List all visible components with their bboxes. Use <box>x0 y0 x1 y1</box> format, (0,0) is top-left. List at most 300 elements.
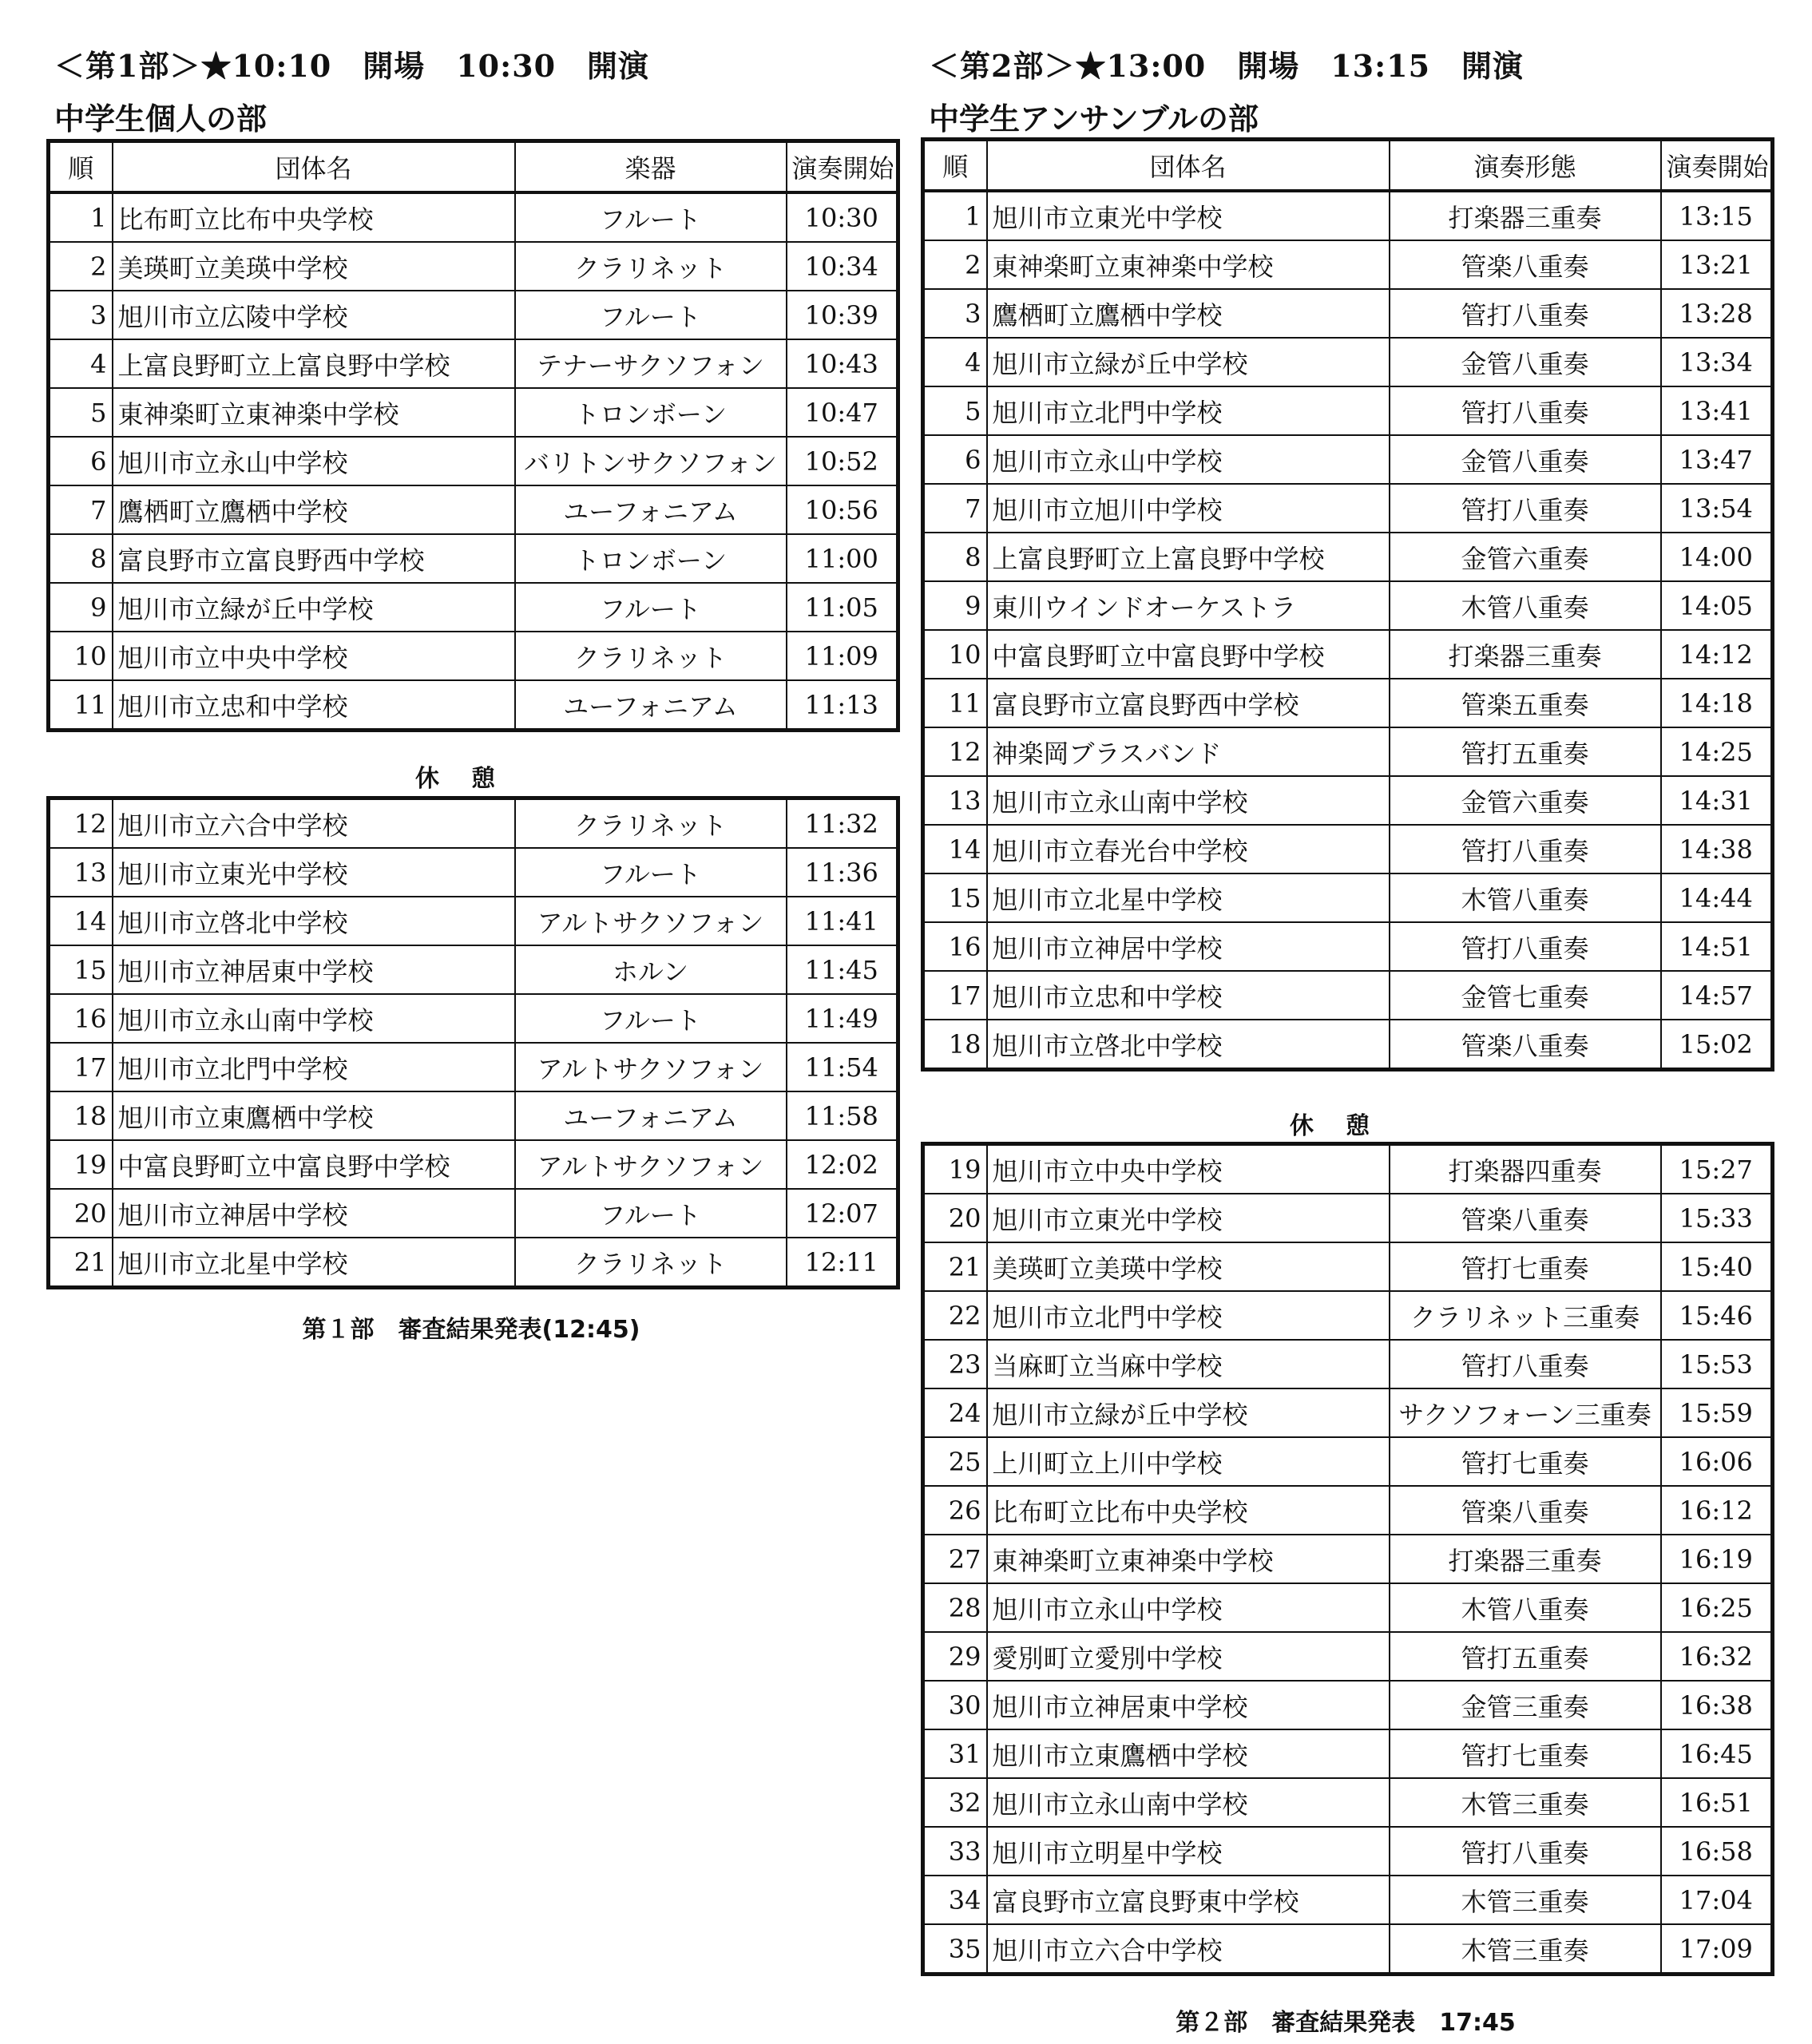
row-start-time: 14:12 <box>1661 630 1773 679</box>
row-start-time: 17:09 <box>1661 1924 1773 1975</box>
row-instrument: 管打八重奏 <box>1390 825 1661 873</box>
row-instrument: 管楽八重奏 <box>1390 1020 1661 1070</box>
table-row <box>923 484 1773 533</box>
part1-table-b <box>46 796 900 1289</box>
row-group-name: 神楽岡ブラスバンド <box>987 727 1390 776</box>
row-start-time: 16:19 <box>1661 1535 1773 1583</box>
table-header-row <box>923 140 1773 192</box>
row-group-name: 旭川市立北星中学校 <box>113 1238 515 1288</box>
table-row <box>923 1876 1773 1924</box>
row-order: 8 <box>49 534 113 583</box>
row-start-time: 10:56 <box>787 485 898 534</box>
row-group-name: 旭川市立神居東中学校 <box>113 945 515 994</box>
row-instrument: 管楽八重奏 <box>1390 240 1661 289</box>
row-instrument: 木管八重奏 <box>1390 873 1661 922</box>
row-group-name: 当麻町立当麻中学校 <box>987 1340 1390 1388</box>
row-start-time: 14:38 <box>1661 825 1773 873</box>
row-instrument: 管楽八重奏 <box>1390 1194 1661 1242</box>
row-start-time: 10:43 <box>787 339 898 388</box>
row-order: 16 <box>923 922 987 971</box>
row-group-name: 旭川市立東鷹栖中学校 <box>113 1091 515 1140</box>
row-order: 32 <box>923 1778 987 1827</box>
row-group-name: 旭川市立永山南中学校 <box>987 776 1390 825</box>
table-row <box>923 1388 1773 1437</box>
row-instrument: 打楽器三重奏 <box>1390 630 1661 679</box>
row-group-name: 旭川市立北門中学校 <box>113 1043 515 1091</box>
row-start-time: 11:05 <box>787 583 898 632</box>
row-start-time: 14:25 <box>1661 727 1773 776</box>
row-order: 7 <box>49 485 113 534</box>
table-row <box>49 680 898 731</box>
row-order: 34 <box>923 1876 987 1924</box>
table-row <box>49 994 898 1043</box>
table-row <box>49 242 898 291</box>
row-start-time: 11:13 <box>787 680 898 731</box>
part1-header: ＜第1部＞★10:10 開場 10:30 開演 <box>54 48 650 84</box>
row-start-time: 11:00 <box>787 534 898 583</box>
row-order: 19 <box>923 1144 987 1194</box>
table-row <box>923 1020 1773 1070</box>
table-row <box>49 534 898 583</box>
row-order: 6 <box>49 437 113 485</box>
row-instrument: 管打五重奏 <box>1390 727 1661 776</box>
row-instrument: テナーサクソフォン <box>515 339 787 388</box>
row-start-time: 16:32 <box>1661 1632 1773 1681</box>
row-group-name: 旭川市立永山中学校 <box>987 435 1390 484</box>
row-instrument: クラリネット <box>515 1238 787 1288</box>
row-instrument: 管打八重奏 <box>1390 484 1661 533</box>
row-order: 18 <box>923 1020 987 1070</box>
row-start-time: 16:58 <box>1661 1827 1773 1876</box>
row-start-time: 10:34 <box>787 242 898 291</box>
table-row <box>49 583 898 632</box>
table-row <box>923 1827 1773 1876</box>
row-order: 10 <box>49 632 113 680</box>
row-order: 16 <box>49 994 113 1043</box>
table-row <box>49 1140 898 1189</box>
table-row <box>923 533 1773 581</box>
row-order: 2 <box>923 240 987 289</box>
row-start-time: 16:06 <box>1661 1437 1773 1486</box>
row-instrument: フルート <box>515 1189 787 1238</box>
row-instrument: 管打八重奏 <box>1390 289 1661 338</box>
table-row <box>923 1144 1773 1194</box>
row-start-time: 13:41 <box>1661 386 1773 435</box>
row-group-name: 旭川市立東鷹栖中学校 <box>987 1729 1390 1778</box>
row-instrument: クラリネット <box>515 798 787 849</box>
row-start-time: 10:52 <box>787 437 898 485</box>
table-row <box>923 1583 1773 1632</box>
table-row <box>923 1535 1773 1583</box>
col-header-order: 順 <box>49 141 113 193</box>
row-group-name: 鷹栖町立鷹栖中学校 <box>113 485 515 534</box>
row-order: 13 <box>923 776 987 825</box>
row-instrument: 木管八重奏 <box>1390 581 1661 630</box>
row-order: 4 <box>923 338 987 386</box>
row-order: 19 <box>49 1140 113 1189</box>
row-group-name: 富良野市立富良野西中学校 <box>987 679 1390 727</box>
row-instrument: 木管三重奏 <box>1390 1876 1661 1924</box>
row-instrument: トロンボーン <box>515 388 787 437</box>
row-instrument: クラリネット <box>515 632 787 680</box>
row-group-name: 富良野市立富良野西中学校 <box>113 534 515 583</box>
part2-header: ＜第2部＞★13:00 開場 13:15 開演 <box>929 48 1525 84</box>
row-group-name: 比布町立比布中央学校 <box>987 1486 1390 1535</box>
row-group-name: 旭川市立北星中学校 <box>987 873 1390 922</box>
row-instrument: フルート <box>515 291 787 339</box>
row-instrument: ユーフォニアム <box>515 680 787 731</box>
col-header-name: 団体名 <box>113 141 515 193</box>
row-start-time: 15:40 <box>1661 1242 1773 1291</box>
row-group-name: 比布町立比布中央学校 <box>113 192 515 242</box>
row-instrument: 管打五重奏 <box>1390 1632 1661 1681</box>
col-header-order: 順 <box>923 140 987 192</box>
row-instrument: 金管六重奏 <box>1390 533 1661 581</box>
row-group-name: 上川町立上川中学校 <box>987 1437 1390 1486</box>
row-order: 20 <box>923 1194 987 1242</box>
row-order: 14 <box>49 897 113 945</box>
row-group-name: 旭川市立神居東中学校 <box>987 1681 1390 1729</box>
row-start-time: 13:54 <box>1661 484 1773 533</box>
table-row <box>923 630 1773 679</box>
row-order: 12 <box>923 727 987 776</box>
row-instrument: ユーフォニアム <box>515 1091 787 1140</box>
row-start-time: 16:25 <box>1661 1583 1773 1632</box>
row-start-time: 16:45 <box>1661 1729 1773 1778</box>
row-group-name: 旭川市立六合中学校 <box>113 798 515 849</box>
row-start-time: 10:39 <box>787 291 898 339</box>
row-start-time: 11:09 <box>787 632 898 680</box>
table-row <box>923 1681 1773 1729</box>
row-start-time: 15:02 <box>1661 1020 1773 1070</box>
table-row <box>49 1189 898 1238</box>
table-row <box>49 1238 898 1288</box>
row-start-time: 17:04 <box>1661 1876 1773 1924</box>
table-header-row <box>49 141 898 193</box>
row-instrument: 打楽器三重奏 <box>1390 191 1661 240</box>
table-row <box>923 679 1773 727</box>
table-row <box>923 1291 1773 1340</box>
row-group-name: 旭川市立神居中学校 <box>987 922 1390 971</box>
table-row <box>49 437 898 485</box>
table-row <box>923 1340 1773 1388</box>
row-group-name: 上富良野町立上富良野中学校 <box>113 339 515 388</box>
row-instrument: フルート <box>515 994 787 1043</box>
row-order: 10 <box>923 630 987 679</box>
row-start-time: 13:15 <box>1661 191 1773 240</box>
col-header-instrument: 楽器 <box>515 141 787 193</box>
row-instrument: トロンボーン <box>515 534 787 583</box>
part2-section-title: 中学生アンサンブルの部 <box>929 101 1259 137</box>
row-order: 15 <box>49 945 113 994</box>
row-order: 5 <box>49 388 113 437</box>
row-group-name: 旭川市立北門中学校 <box>987 1291 1390 1340</box>
table-row <box>923 1632 1773 1681</box>
row-instrument: 木管三重奏 <box>1390 1924 1661 1975</box>
row-instrument: 木管三重奏 <box>1390 1778 1661 1827</box>
table-row <box>923 922 1773 971</box>
row-start-time: 14:18 <box>1661 679 1773 727</box>
row-group-name: 東神楽町立東神楽中学校 <box>987 1535 1390 1583</box>
row-group-name: 富良野市立富良野東中学校 <box>987 1876 1390 1924</box>
table-row <box>49 848 898 897</box>
table-row <box>923 971 1773 1020</box>
row-start-time: 11:36 <box>787 848 898 897</box>
row-order: 9 <box>49 583 113 632</box>
row-start-time: 14:57 <box>1661 971 1773 1020</box>
table-row <box>923 1486 1773 1535</box>
row-start-time: 14:51 <box>1661 922 1773 971</box>
row-group-name: 旭川市立忠和中学校 <box>113 680 515 731</box>
row-order: 9 <box>923 581 987 630</box>
row-start-time: 16:38 <box>1661 1681 1773 1729</box>
row-start-time: 11:49 <box>787 994 898 1043</box>
row-order: 23 <box>923 1340 987 1388</box>
row-start-time: 10:47 <box>787 388 898 437</box>
row-start-time: 14:05 <box>1661 581 1773 630</box>
row-start-time: 11:58 <box>787 1091 898 1140</box>
row-start-time: 12:02 <box>787 1140 898 1189</box>
row-instrument: 管楽五重奏 <box>1390 679 1661 727</box>
table-row <box>49 1091 898 1140</box>
row-order: 22 <box>923 1291 987 1340</box>
row-order: 29 <box>923 1632 987 1681</box>
row-start-time: 15:33 <box>1661 1194 1773 1242</box>
row-instrument: 打楽器三重奏 <box>1390 1535 1661 1583</box>
row-group-name: 旭川市立旭川中学校 <box>987 484 1390 533</box>
row-instrument: ホルン <box>515 945 787 994</box>
row-start-time: 11:41 <box>787 897 898 945</box>
row-instrument: ユーフォニアム <box>515 485 787 534</box>
part2-table-a <box>921 137 1774 1072</box>
row-start-time: 16:12 <box>1661 1486 1773 1535</box>
row-instrument: 管楽八重奏 <box>1390 1486 1661 1535</box>
row-instrument: 金管八重奏 <box>1390 435 1661 484</box>
table-row <box>923 1194 1773 1242</box>
part2-result-label: 第２部 審査結果発表 17:45 <box>1176 2009 1516 2037</box>
row-order: 2 <box>49 242 113 291</box>
row-order: 13 <box>49 848 113 897</box>
row-group-name: 旭川市立東光中学校 <box>987 191 1390 240</box>
row-group-name: 旭川市立永山中学校 <box>987 1583 1390 1632</box>
row-group-name: 旭川市立六合中学校 <box>987 1924 1390 1975</box>
table-row <box>49 897 898 945</box>
table-row <box>49 798 898 849</box>
row-instrument: 管打八重奏 <box>1390 922 1661 971</box>
row-start-time: 15:27 <box>1661 1144 1773 1194</box>
row-instrument: フルート <box>515 848 787 897</box>
row-group-name: 旭川市立啓北中学校 <box>987 1020 1390 1070</box>
part2-break-label: 休憩 <box>1290 1112 1402 1140</box>
row-instrument: フルート <box>515 583 787 632</box>
row-start-time: 12:07 <box>787 1189 898 1238</box>
row-order: 18 <box>49 1091 113 1140</box>
row-order: 30 <box>923 1681 987 1729</box>
col-header-start: 演奏開始 <box>787 141 898 193</box>
row-start-time: 12:11 <box>787 1238 898 1288</box>
row-start-time: 16:51 <box>1661 1778 1773 1827</box>
row-group-name: 愛別町立愛別中学校 <box>987 1632 1390 1681</box>
row-group-name: 上富良野町立上富良野中学校 <box>987 533 1390 581</box>
row-order: 24 <box>923 1388 987 1437</box>
part1-break-label: 休憩 <box>415 765 527 793</box>
row-order: 4 <box>49 339 113 388</box>
row-start-time: 10:30 <box>787 192 898 242</box>
row-start-time: 13:47 <box>1661 435 1773 484</box>
row-order: 3 <box>49 291 113 339</box>
row-start-time: 15:46 <box>1661 1291 1773 1340</box>
col-header-start: 演奏開始 <box>1661 140 1773 192</box>
row-group-name: 旭川市立緑が丘中学校 <box>113 583 515 632</box>
row-order: 1 <box>49 192 113 242</box>
table-row <box>49 632 898 680</box>
row-start-time: 13:34 <box>1661 338 1773 386</box>
row-start-time: 11:54 <box>787 1043 898 1091</box>
row-group-name: 中富良野町立中富良野中学校 <box>113 1140 515 1189</box>
row-instrument: アルトサクソフォン <box>515 1140 787 1189</box>
row-order: 6 <box>923 435 987 484</box>
row-group-name: 旭川市立緑が丘中学校 <box>987 338 1390 386</box>
table-row <box>923 1242 1773 1291</box>
row-order: 7 <box>923 484 987 533</box>
table-row <box>923 240 1773 289</box>
row-instrument: 金管八重奏 <box>1390 338 1661 386</box>
row-group-name: 美瑛町立美瑛中学校 <box>113 242 515 291</box>
row-group-name: 旭川市立北門中学校 <box>987 386 1390 435</box>
row-group-name: 東神楽町立東神楽中学校 <box>113 388 515 437</box>
row-group-name: 旭川市立永山南中学校 <box>113 994 515 1043</box>
table-row <box>923 1437 1773 1486</box>
table-row <box>923 289 1773 338</box>
part1-result-label: 第１部 審査結果発表(12:45) <box>302 1316 640 1344</box>
row-group-name: 東川ウインドオーケストラ <box>987 581 1390 630</box>
row-instrument: 管打七重奏 <box>1390 1437 1661 1486</box>
row-start-time: 15:59 <box>1661 1388 1773 1437</box>
row-start-time: 13:21 <box>1661 240 1773 289</box>
table-row <box>923 581 1773 630</box>
row-order: 12 <box>49 798 113 849</box>
part2-table-b <box>921 1142 1774 1976</box>
row-start-time: 11:45 <box>787 945 898 994</box>
part1-table-a <box>46 139 900 732</box>
row-order: 25 <box>923 1437 987 1486</box>
table-row <box>923 1729 1773 1778</box>
row-group-name: 旭川市立永山南中学校 <box>987 1778 1390 1827</box>
row-group-name: 旭川市立春光台中学校 <box>987 825 1390 873</box>
table-row <box>49 291 898 339</box>
row-group-name: 旭川市立広陵中学校 <box>113 291 515 339</box>
row-start-time: 14:31 <box>1661 776 1773 825</box>
row-order: 11 <box>923 679 987 727</box>
row-group-name: 旭川市立緑が丘中学校 <box>987 1388 1390 1437</box>
row-order: 28 <box>923 1583 987 1632</box>
row-order: 21 <box>923 1242 987 1291</box>
row-order: 27 <box>923 1535 987 1583</box>
row-group-name: 美瑛町立美瑛中学校 <box>987 1242 1390 1291</box>
row-order: 26 <box>923 1486 987 1535</box>
table-row <box>923 825 1773 873</box>
row-order: 14 <box>923 825 987 873</box>
row-start-time: 15:53 <box>1661 1340 1773 1388</box>
row-instrument: クラリネット三重奏 <box>1390 1291 1661 1340</box>
row-group-name: 東神楽町立東神楽中学校 <box>987 240 1390 289</box>
row-instrument: 管打七重奏 <box>1390 1729 1661 1778</box>
row-order: 11 <box>49 680 113 731</box>
row-group-name: 旭川市立東光中学校 <box>987 1194 1390 1242</box>
row-order: 3 <box>923 289 987 338</box>
table-row <box>923 386 1773 435</box>
row-group-name: 旭川市立明星中学校 <box>987 1827 1390 1876</box>
table-row <box>923 435 1773 484</box>
table-row <box>923 727 1773 776</box>
row-instrument: 木管八重奏 <box>1390 1583 1661 1632</box>
row-order: 5 <box>923 386 987 435</box>
table-row <box>923 776 1773 825</box>
row-order: 20 <box>49 1189 113 1238</box>
row-instrument: フルート <box>515 192 787 242</box>
part1-section-title: 中学生個人の部 <box>54 101 268 137</box>
col-header-name: 団体名 <box>987 140 1390 192</box>
table-row <box>49 388 898 437</box>
row-group-name: 旭川市立啓北中学校 <box>113 897 515 945</box>
row-instrument: クラリネット <box>515 242 787 291</box>
row-start-time: 11:32 <box>787 798 898 849</box>
row-instrument: 金管六重奏 <box>1390 776 1661 825</box>
row-instrument: バリトンサクソフォン <box>515 437 787 485</box>
row-instrument: 打楽器四重奏 <box>1390 1144 1661 1194</box>
table-row <box>923 338 1773 386</box>
table-row <box>923 873 1773 922</box>
table-row <box>49 485 898 534</box>
row-instrument: 管打七重奏 <box>1390 1242 1661 1291</box>
row-instrument: アルトサクソフォン <box>515 897 787 945</box>
table-row <box>923 1924 1773 1975</box>
table-row <box>49 192 898 242</box>
row-group-name: 中富良野町立中富良野中学校 <box>987 630 1390 679</box>
row-group-name: 旭川市立東光中学校 <box>113 848 515 897</box>
table-row <box>49 1043 898 1091</box>
row-order: 15 <box>923 873 987 922</box>
row-order: 8 <box>923 533 987 581</box>
row-order: 17 <box>923 971 987 1020</box>
row-instrument: 金管七重奏 <box>1390 971 1661 1020</box>
table-row <box>49 339 898 388</box>
table-row <box>923 1778 1773 1827</box>
row-start-time: 14:00 <box>1661 533 1773 581</box>
row-order: 31 <box>923 1729 987 1778</box>
col-header-form: 演奏形態 <box>1390 140 1661 192</box>
row-group-name: 旭川市立中央中学校 <box>113 632 515 680</box>
row-group-name: 旭川市立中央中学校 <box>987 1144 1390 1194</box>
row-group-name: 旭川市立永山中学校 <box>113 437 515 485</box>
row-order: 17 <box>49 1043 113 1091</box>
table-row <box>49 945 898 994</box>
row-instrument: 管打八重奏 <box>1390 1827 1661 1876</box>
row-instrument: 管打八重奏 <box>1390 1340 1661 1388</box>
row-start-time: 13:28 <box>1661 289 1773 338</box>
row-order: 1 <box>923 191 987 240</box>
row-start-time: 14:44 <box>1661 873 1773 922</box>
row-group-name: 旭川市立神居中学校 <box>113 1189 515 1238</box>
row-instrument: 金管三重奏 <box>1390 1681 1661 1729</box>
row-group-name: 旭川市立忠和中学校 <box>987 971 1390 1020</box>
row-group-name: 鷹栖町立鷹栖中学校 <box>987 289 1390 338</box>
row-order: 33 <box>923 1827 987 1876</box>
row-instrument: 管打八重奏 <box>1390 386 1661 435</box>
row-instrument: サクソフォーン三重奏 <box>1390 1388 1661 1437</box>
table-row <box>923 191 1773 240</box>
row-instrument: アルトサクソフォン <box>515 1043 787 1091</box>
